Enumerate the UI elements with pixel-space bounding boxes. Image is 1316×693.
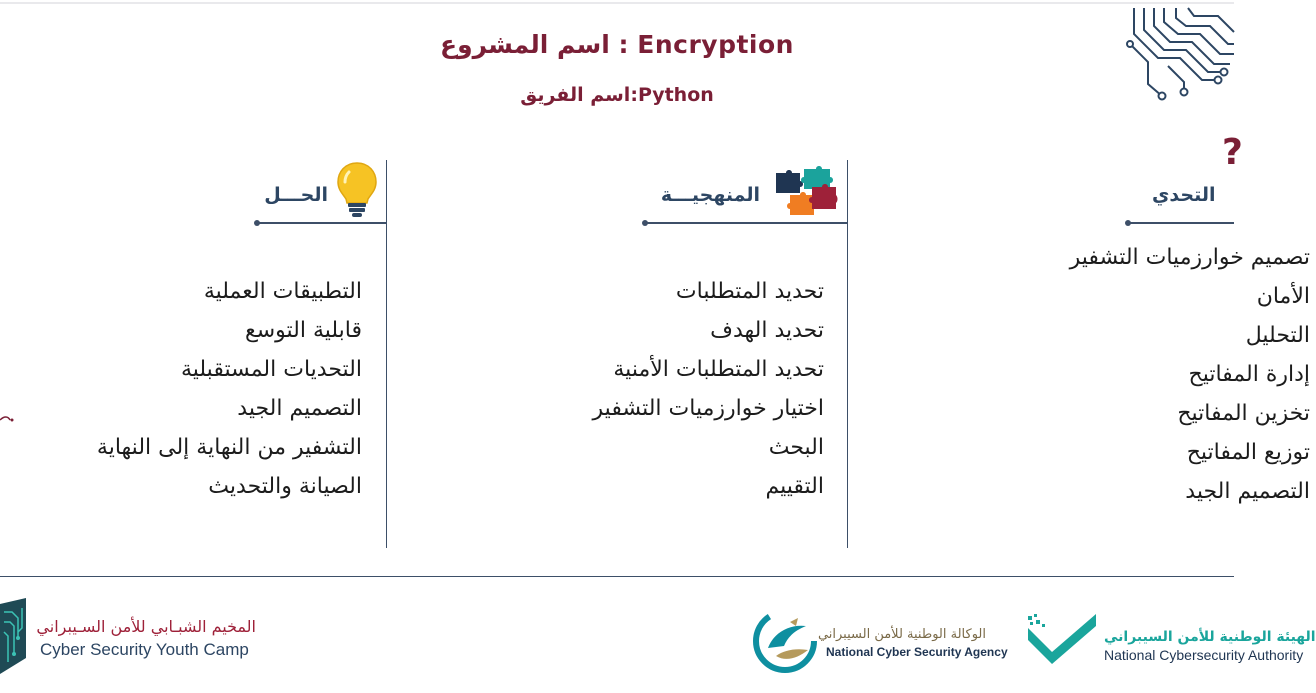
column-divider xyxy=(847,160,848,548)
list-item: تصميم خوارزميات التشفير xyxy=(1069,245,1310,270)
list-item: تحديد المتطلبات الأمنية xyxy=(613,357,824,382)
list-item: تخزين المفاتيح xyxy=(1177,401,1310,426)
authority-name-en: National Cybersecurity Authority xyxy=(1104,647,1304,663)
list-item: التحديات المستقبلية xyxy=(180,357,362,382)
agency-emblem-icon xyxy=(752,608,818,674)
project-title xyxy=(0,30,1234,59)
heading-underline xyxy=(645,222,848,224)
agency-name-ar: الوكالة الوطنية للأمن السيبراني xyxy=(817,627,986,642)
list-item: اختيار خوارزميات التشفير xyxy=(592,396,824,421)
list-item: قابلية التوسع xyxy=(244,318,362,343)
list-item: التطبيقات العملية xyxy=(203,279,362,304)
list-item: إدارة المفاتيح xyxy=(1188,362,1310,387)
authority-name-ar: الهيئة الوطنية للأمن السيبراني xyxy=(1104,629,1316,645)
team-name xyxy=(0,84,1234,106)
cyber-camp-logo-icon xyxy=(0,598,30,674)
agency-name-en: National Cyber Security Agency xyxy=(826,645,1008,659)
list-item: توزيع المفاتيح xyxy=(1186,440,1310,465)
project-title-value: Encryption xyxy=(637,30,794,59)
list-item: الصيانة والتحديث xyxy=(208,474,362,499)
decorative-mark-icon xyxy=(0,412,16,428)
methodology-heading: المنهجيـــة xyxy=(660,184,760,206)
top-border xyxy=(0,2,1234,4)
solution-list xyxy=(97,272,362,506)
authority-checkmark-logo-icon xyxy=(1026,612,1098,664)
list-item: تحديد المتطلبات xyxy=(675,279,824,304)
list-item: الأمان xyxy=(1256,284,1310,309)
team-name-label: اسم الفريق: xyxy=(520,84,638,106)
challenge-heading: التحدي xyxy=(1152,184,1216,206)
team-name-value: Python xyxy=(637,84,714,106)
column-divider xyxy=(386,160,387,548)
list-item: تحديد الهدف xyxy=(710,318,824,343)
list-item: التحليل xyxy=(1245,323,1310,348)
camp-name-en: Cyber Security Youth Camp xyxy=(40,640,249,659)
list-item: البحث xyxy=(768,435,824,460)
project-title-label: اسم المشروع : xyxy=(440,30,629,59)
camp-name-ar: المخيم الشبـابي للأمن السـيبراني xyxy=(36,617,256,636)
lightbulb-icon xyxy=(334,160,380,218)
list-item: التصميم الجيد xyxy=(1185,479,1310,504)
heading-underline xyxy=(257,222,387,224)
list-item: التقييم xyxy=(765,474,824,499)
question-mark: ? xyxy=(1222,132,1243,173)
heading-underline xyxy=(1128,222,1234,224)
puzzle-pieces-icon xyxy=(772,163,838,219)
challenge-list xyxy=(990,238,1310,511)
footer-divider xyxy=(0,576,1234,577)
list-item: التصميم الجيد xyxy=(237,396,362,421)
list-item: التشفير من النهاية إلى النهاية xyxy=(96,435,362,460)
methodology-list xyxy=(593,272,824,506)
solution-heading: الحـــل xyxy=(264,184,328,206)
